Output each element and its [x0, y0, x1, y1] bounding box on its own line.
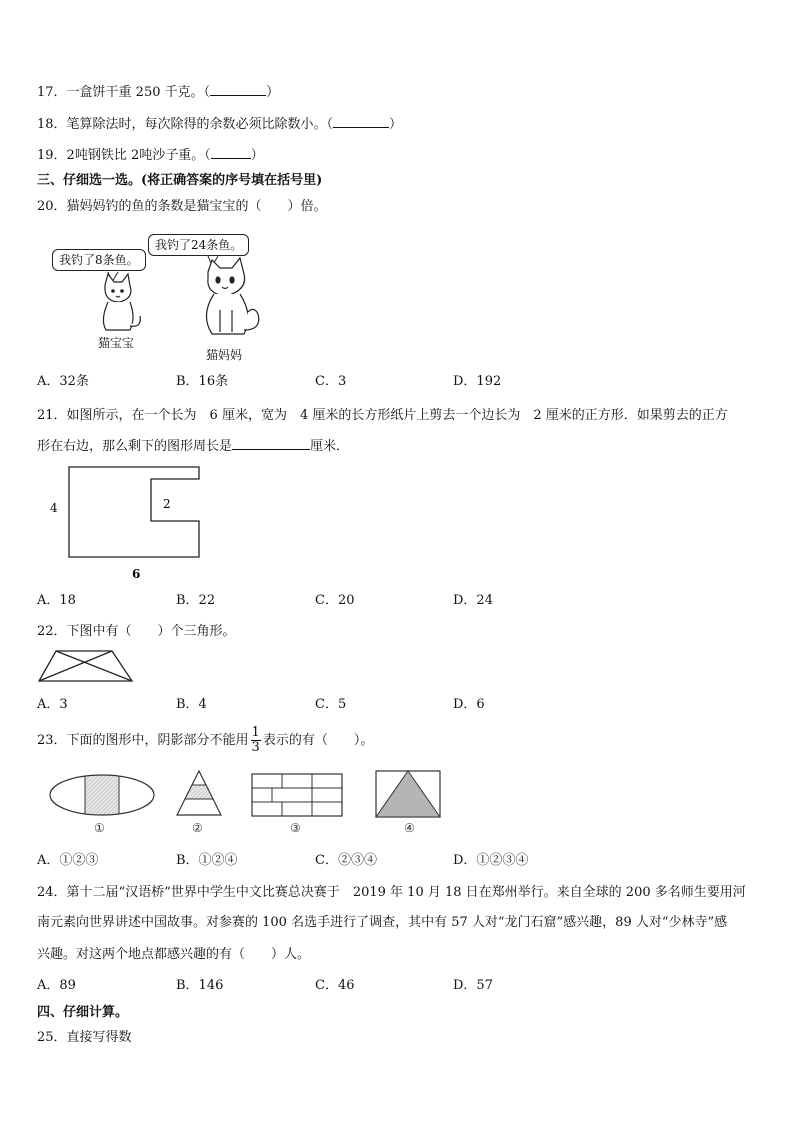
question-18-text: 18．笔算除法时，每次除得的余数必须比除数小。（ [37, 117, 334, 132]
q22-option-a[interactable]: A．3 [37, 697, 68, 712]
question-24-line-3: 兴趣。对这两个地点都感兴趣的有（ ）人。 [37, 947, 311, 962]
question-22-text: 22．下图中有（ ）个三角形。 [37, 624, 236, 639]
speech-bubble-mom: 我钓了24条鱼。 [148, 234, 249, 256]
question-23-text [37, 724, 373, 758]
q22-option-d[interactable]: D．6 [453, 697, 485, 712]
q24-option-a[interactable]: A．89 [37, 978, 76, 993]
question-19 [37, 146, 264, 165]
q21-option-a[interactable]: A．18 [37, 593, 76, 608]
q24-option-c[interactable]: C．46 [315, 978, 355, 993]
q22-option-b[interactable]: B．4 [176, 697, 207, 712]
speech-bubble-baby: 我钓了8条鱼。 [52, 249, 146, 271]
q20-option-b[interactable]: B．16条 [176, 374, 229, 389]
answer-blank-19[interactable] [211, 146, 251, 159]
q23-option-d[interactable]: D．①②③④ [453, 853, 529, 868]
question-21-line-2 [37, 437, 349, 456]
q23-option-b[interactable]: B．①②④ [176, 853, 238, 868]
question-23-text-a: 23．下面的图形中，阴影部分不能用 [37, 733, 249, 748]
cats-illustration [50, 230, 270, 350]
fraction-one-third [251, 726, 261, 755]
q23-option-c[interactable]: C．②③④ [315, 853, 377, 868]
question-25-text: 25．直接写得数 [37, 1030, 132, 1045]
q20-option-c[interactable]: C．3 [315, 374, 347, 389]
q21-option-b[interactable]: B．22 [176, 593, 216, 608]
question-21-line-2-b: 厘米． [310, 439, 350, 454]
trapezoid-figure [36, 648, 136, 684]
question-21-line-1: 21．如图所示，在一个长为 6 厘米，宽为 4 厘米的长方形纸片上剪去一个边长为 2 厘米的正方形．如果剪去的正方 [37, 408, 728, 423]
q21-option-d[interactable]: D．24 [453, 593, 493, 608]
label-width: 6 [132, 567, 141, 581]
baby-cat-icon [103, 274, 140, 330]
section-4-heading: 四、仔细计算。 [37, 1005, 129, 1020]
answer-blank-21[interactable] [232, 437, 310, 450]
question-17 [37, 83, 279, 102]
shape-4-square [376, 771, 440, 817]
q23-option-a[interactable]: A．①②③ [37, 853, 99, 868]
cut-rectangle-figure [40, 460, 220, 584]
fraction-shapes-figure [46, 768, 456, 838]
label-baby-cat: 猫宝宝 [98, 336, 135, 350]
q20-option-d[interactable]: D．192 [453, 374, 502, 389]
question-20-text: 20．猫妈妈钓的鱼的条数是猫宝宝的（ ）倍。 [37, 199, 327, 214]
mom-cat-icon [206, 258, 258, 334]
shape-3-grid [252, 774, 342, 816]
q21-option-c[interactable]: C．20 [315, 593, 355, 608]
label-shape-3: ③ [290, 821, 301, 835]
question-23-text-b: 表示的有（ ）。 [262, 733, 374, 748]
label-cut-side: 2 [163, 497, 171, 511]
label-shape-4: ④ [404, 821, 415, 835]
answer-blank-18[interactable] [333, 115, 389, 128]
question-21-line-2-a: 形在右边，那么剩下的图形周长是 [37, 439, 233, 454]
q20-option-a[interactable]: A．32条 [37, 374, 89, 389]
label-shape-2: ② [192, 821, 203, 835]
q24-option-d[interactable]: D．57 [453, 978, 493, 993]
question-19-text: 19．2吨钢铁比 2吨沙子重。（ [37, 148, 211, 163]
label-height: 4 [50, 501, 58, 515]
fraction-denominator: 3 [251, 740, 260, 755]
question-17-text: 17．一盒饼干重 250 千克。（ [37, 85, 211, 100]
section-3-heading: 三、仔细选一选。(将正确答案的序号填在括号里) [37, 173, 323, 188]
fraction-numerator: 1 [251, 725, 260, 740]
cut-rectangle-outline [69, 467, 199, 557]
answer-blank-17[interactable] [210, 83, 266, 96]
shape-2-triangle [177, 771, 221, 815]
label-mom-cat: 猫妈妈 [206, 348, 243, 362]
question-24-line-2: 南元素向世界讲述中国故事。对参赛的 100 名选手进行了调查，其中有 57 人对“龙门石窟”感兴趣，89 人对“少林寺”感 [37, 915, 728, 930]
label-shape-1: ① [94, 821, 105, 835]
question-18 [37, 115, 402, 134]
shape-1-ellipse [50, 773, 154, 817]
question-17-close: ） [266, 85, 280, 100]
q22-option-c[interactable]: C．5 [315, 697, 347, 712]
question-19-close: ） [250, 148, 264, 163]
question-18-close: ） [389, 117, 403, 132]
question-24-line-1: 24．第十二届“汉语桥”世界中学生中文比赛总决赛于 2019 年 10 月 18 日在郑州举行。来自全球的 200 多名师生要用河 [37, 885, 746, 900]
q24-option-b[interactable]: B．146 [176, 978, 224, 993]
